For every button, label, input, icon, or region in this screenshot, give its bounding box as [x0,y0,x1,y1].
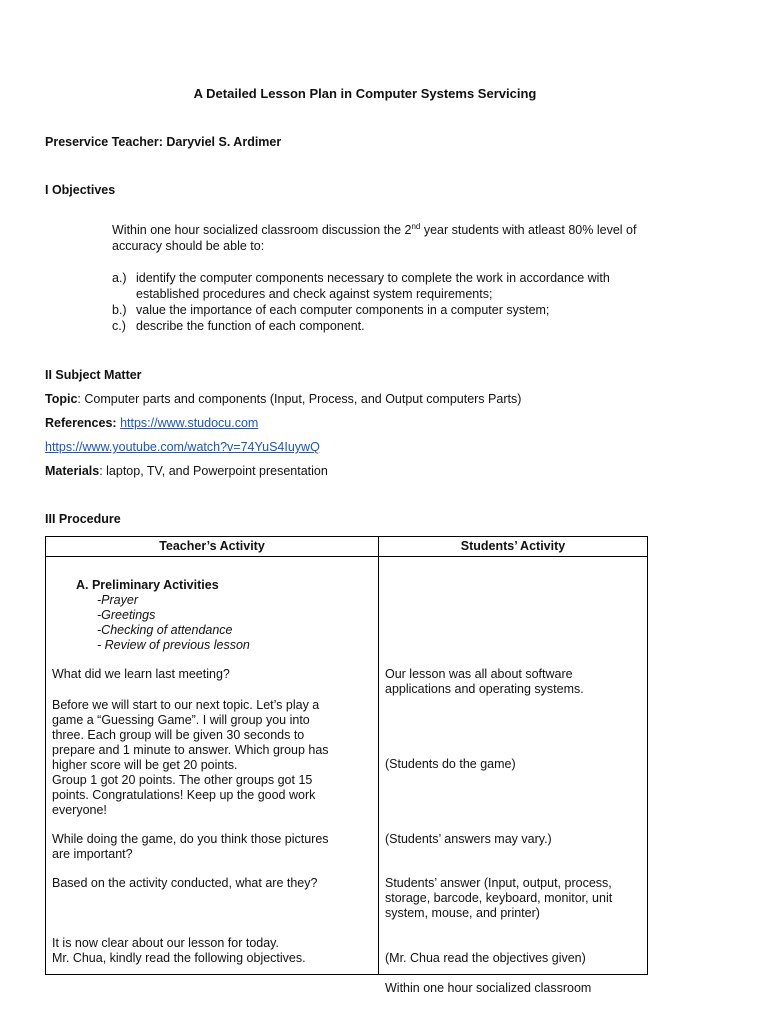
prelim-review: - Review of previous lesson [97,638,250,652]
objectives-heading: I Objectives [45,183,116,197]
preliminary-activities-heading: A. Preliminary Activities [76,578,219,592]
reference-line-2 [45,439,320,455]
prelim-prayer: -Prayer [97,593,138,607]
students-activity-header: Students’ Activity [379,537,648,557]
teacher-question-2-line-2: are important? [52,847,133,861]
game-line-4: prepare and 1 minute to answer. Which group has [52,743,329,757]
student-answer-1-line-1: Our lesson was all about software [385,667,573,681]
objective-item-a: a.) identify the computer components necessary to complete the work in accordance with established procedures and check against system requirements; [112,271,610,301]
materials-line: Materials: laptop, TV, and Powerpoint presentation [45,464,328,478]
student-answer-4-line-3: system, mouse, and printer) [385,906,540,920]
student-answer-4-line-1: Students’ answer (Input, output, process, [385,876,612,890]
game-line-6: Group 1 got 20 points. The other groups got 15 [52,773,313,787]
objective-item-b: b.) value the importance of each computer components in a computer system; [112,303,550,317]
references-line: References: https://www.studocu.com [45,416,259,430]
teacher-activity-cell [46,557,379,975]
table-row [46,557,648,975]
procedure-heading: III Procedure [45,512,121,526]
game-line-1: Before we will start to our next topic. Let’s play a [52,698,320,712]
student-answer-2: (Students do the game) [385,757,516,771]
prelim-attendance: -Checking of attendance [97,623,233,637]
game-line-8: everyone! [52,803,107,817]
teacher-activity-header: Teacher’s Activity [46,537,379,557]
closing-line-2: Mr. Chua, kindly read the following objectives. [52,951,306,965]
preservice-teacher: Preservice Teacher: Daryviel S. Ardimer [45,135,282,149]
teacher-question-2-line-1: While doing the game, do you think those pictures [52,832,329,846]
closing-line-1: It is now clear about our lesson for today. [52,936,279,950]
student-answer-3: (Students’ answers may vary.) [385,832,552,846]
student-answer-5: (Mr. Chua read the objectives given) [385,951,586,965]
objectives-intro-line-1: Within one hour socialized classroom discussion the 2nd year students with atleast 80% level of [112,221,637,237]
game-line-7: points. Congratulations! Keep up the good work [52,788,316,802]
prelim-greetings: -Greetings [97,608,156,622]
student-answer-4-line-2: storage, barcode, keyboard, monitor, unit [385,891,613,905]
procedure-table [45,536,648,995]
table-header-row [46,537,648,557]
game-line-5: higher score will be get 20 points. [52,758,238,772]
objective-item-c: c.) describe the function of each component. [112,319,365,333]
game-line-3: three. Each group will be given 30 seconds to [52,728,305,742]
document-title: A Detailed Lesson Plan in Computer Systems Servicing [193,86,537,101]
teacher-question-3: Based on the activity conducted, what are they? [52,876,318,890]
objectives-intro-line-2: accuracy should be able to: [112,239,265,253]
teacher-question-1: What did we learn last meeting? [52,667,230,681]
subject-matter-heading: II Subject Matter [45,368,142,382]
students-activity-cell [379,557,648,995]
student-answer-1-line-2: applications and operating systems. [385,682,584,696]
reference-link-youtube[interactable]: https://www.youtube.com/watch?v=74YuS4IuywQ [45,440,320,454]
student-answer-6: Within one hour socialized classroom [385,981,592,995]
game-line-2: game a “Guessing Game”. I will group you into [52,713,310,727]
topic-line: Topic: Computer parts and components (Input, Process, and Output computers Parts) [45,392,522,406]
reference-link-studocu[interactable]: https://www.studocu.com [120,416,259,430]
